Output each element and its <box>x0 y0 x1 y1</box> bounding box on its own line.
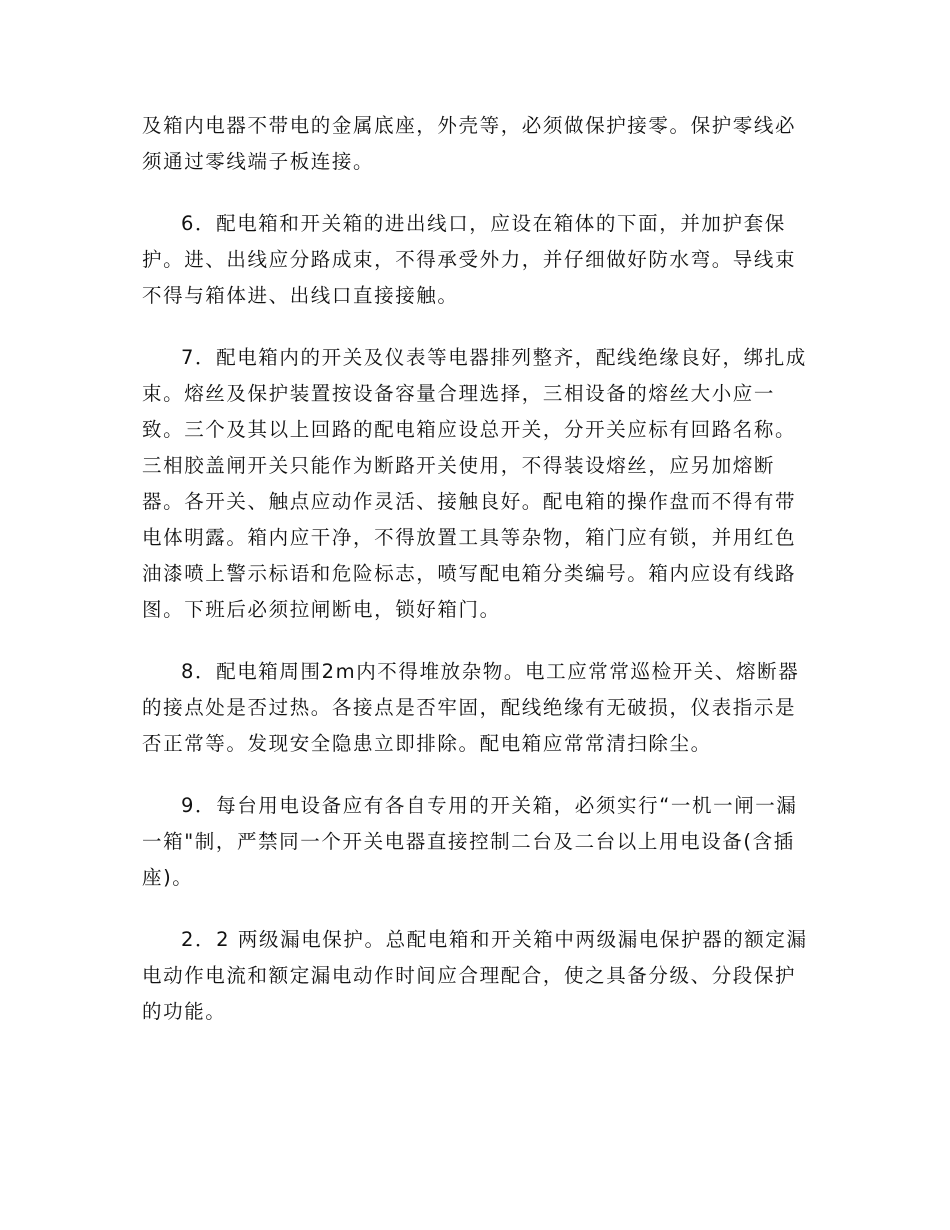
paragraph-section-2-2: 2．2 两级漏电保护。总配电箱和开关箱中两级漏电保护器的额定漏电动作电流和额定漏电动作时间应合理配合，使之具备分级、分段保护的功能。 <box>142 928 808 1023</box>
document-body <box>142 108 812 1056</box>
paragraph-item-6: 6．配电箱和开关箱的进出线口，应设在箱体的下面，并加护套保护。进、出线应分路成束，不得承受外力，并仔细做好防水弯。导线束不得与箱体进、出线口直接接触。 <box>142 212 797 307</box>
paragraph-item-8: 8．配电箱周围2m内不得堆放杂物。电工应常常巡检开关、熔断器的接点处是否过热。各接点是否牢固，配线绝缘有无破损，仪表指示是否正常等。发现安全隐患立即排除。配电箱应常常清扫除尘。 <box>142 660 800 755</box>
paragraph-item-7: 7．配电箱内的开关及仪表等电器排列整齐，配线绝缘良好，绑扎成束。熔丝及保护装置按设备容量合理选择，三相设备的熔丝大小应一致。三个及其以上回路的配电箱应设总开关，分开关应标有回路名称。三相胶盖闸开关只能作为断路开关使用，不得装设熔丝，应另加熔断器。各开关、触点应动作灵活、接触良好。配电箱的操作盘而不得有带电体明露。箱内应干净，不得放置工具等杂物，箱门应有锁，并用红色油漆喷上警示标语和危险标志，喷写配电箱分类编号。箱内应设有线路图。下班后必须拉闸断电，锁好箱门。 <box>142 346 807 621</box>
paragraph-continuation: 及箱内电器不带电的金属底座，外壳等，必须做保护接零。保护零线必须通过零线端子板连接。 <box>142 114 797 173</box>
paragraph-item-9: 9．每台用电设备应有各自专用的开关箱，必须实行“一机一闸一漏一箱"制，严禁同一个开关电器直接控制二台及二台以上用电设备(含插座)。 <box>142 794 798 889</box>
